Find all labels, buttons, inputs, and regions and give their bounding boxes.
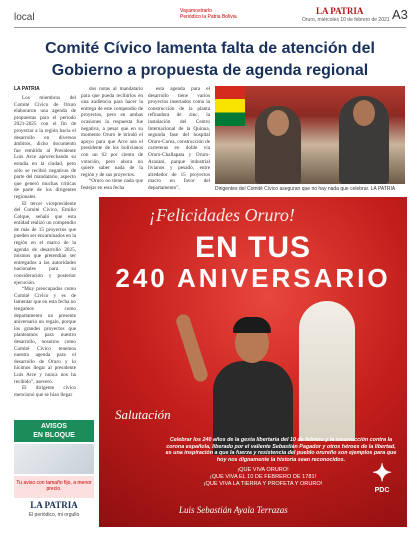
ad-person-image — [191, 305, 301, 455]
brand-logo: LA PATRIA — [316, 6, 364, 16]
newspaper-tagline: El periódico, mi orgullo — [28, 512, 80, 518]
classified-ad-image — [14, 444, 94, 474]
promo-text — [180, 8, 237, 20]
header-rule — [14, 27, 406, 28]
paragraph: esta agenda para el desarrollo tiene varios proyectos insertados como la construcción de la planta refinadora de zinc, la instalación del Centro Internacional de la Quinua, segunda fase del hospital Oruro-Corea, construcción de carreteras en doble vía Oruro-Challapata y Oruro-Arazani, parque industrial livianos y pesado, entre alrededor de 15 proyectos macro en favor del departamento”, — [148, 86, 210, 191]
article-photo — [215, 86, 405, 184]
bolivia-flag — [215, 86, 245, 126]
newspaper-logo: LA PATRIA — [30, 500, 78, 510]
ad-cheer-2: ¡QUE VIVA EL 10 DE FEBRERO DE 1781! — [209, 474, 317, 480]
photo-caption: Dirigentes del Comité Cívico aseguran que no hay nada que celebrar. LA PATRIA — [215, 186, 396, 192]
article-column-2 — [81, 86, 143, 192]
paragraph: El tercer vicepresidente del Comité Cívico, Emilio Colque, señaló que esta entidad realizó un compendio de más de 15 proyectos que pueden ser encaminados en la región en el marco de la agenda de desarrollo 2025, mismos que pretendían ser entregados a las autoridades nacionales para su consideración y posterior ejecución. — [14, 200, 76, 286]
anniversary-advertisement — [99, 197, 407, 527]
promo-line2: Periódico la Patria Bolivia — [180, 14, 237, 20]
article-column-1 — [14, 86, 76, 398]
ad-cheer-1: ¡QUE VIVA ORURO! — [237, 467, 289, 473]
article-headline: Comité Cívico lamenta falta de atención del Gobierno a propuesta de agenda regional — [45, 40, 375, 79]
section-label: local — [14, 12, 35, 23]
issue-date: Oruro, miércoles 10 de febrero de 2021 — [302, 17, 390, 23]
ad-tower-image — [299, 301, 355, 441]
article-column-3 — [148, 86, 210, 192]
page-header — [0, 0, 420, 36]
party-name: PDC — [374, 487, 390, 494]
ad-cheers — [163, 467, 363, 488]
paragraph: “Muy preocupados como Comité Cívico y es de lamentar que en esta fecha no tengamos como departamento un presente aniversario un regalo, porque los grandes proyectos que planteamos para nuestro desarrollo, nosotros como Comité Cívico tenemos nuestra agenda para el desarrollo de Oruro y lo hicimos llegar al presidente Luis Arce y nunca nos ha recibido”, aseveró. — [14, 286, 76, 385]
photo-person-right — [339, 96, 389, 184]
classified-ad-banner — [14, 420, 94, 442]
article-byline: LA PATRIA — [14, 86, 40, 92]
ad-salute: Salutación — [115, 407, 171, 422]
ad-signature: Luis Sebastián Ayala Terrazas — [179, 505, 288, 515]
ad-title-line2: 240 ANIVERSARIO — [115, 263, 391, 293]
page-number: A3 — [392, 7, 408, 22]
paragraph: El dirigente cívico mencionó que se hizo llegar — [14, 385, 76, 398]
ad-title-line1: EN TUS — [194, 231, 311, 264]
paragraph: dos notas al mandatario para que pueda recibirlos en una audiencia para hacer la entrega de este compendio de proyectos, pero en ambas ocasiones la respuesta fue negativa, a pesar que en su momento Oruro le brindó el apoyo para que Arce sea el presidente de los bolivianos con un 62 por ciento de votación, pero ahora no quiere saber nada de la región y de sus proyectos. — [81, 86, 143, 178]
party-logo — [367, 461, 397, 494]
paragraph: Los miembros del Comité Cívico de Oruro elaboraron una agenda de propuestas para el periodo 2021-2025 con el fin de proyectar a la región hacia el desarrollo en diversos ámbitos, dicho documento fue remitido al Presidente Luis Arce aprovechando su estadía en la ciudad, pero sólo se recibió negativas de parte del mandatario, aspecto que generó muchas críticas de parte de los dirigentes regionales. — [14, 95, 76, 200]
ad-cheer-3: ¡QUE VIVA LA TIERRA Y PROFETA Y ORURO! — [203, 481, 323, 487]
ad-body-text: Celebrar los 240 años de la gesta libertaria del 10 de febrero y la insurrección contra la corona española, liberado por el valiente Sebastián Pagador y otros héroes de la libertad, es una inspiración a que la fuerza y resistencia del pueblo orureño son ejemplos para que hoy nos dignamente la historia sean reconocidos. — [165, 437, 397, 463]
aviso-line2: EN BLOQUE — [33, 432, 75, 439]
ad-greeting: ¡Felicidades Oruro! — [149, 205, 295, 225]
classified-ad-note: Tu aviso con tamaño fijo, a menor precio. — [14, 476, 94, 498]
paragraph: “Oruro no tiene nada que festejar en esta fecha — [81, 178, 143, 191]
star-icon: ✦ — [371, 460, 393, 487]
photo-person-left — [255, 106, 301, 184]
aviso-line1: AVISOS — [41, 423, 67, 430]
promo-line1: Vayamostrarlo — [180, 8, 212, 14]
